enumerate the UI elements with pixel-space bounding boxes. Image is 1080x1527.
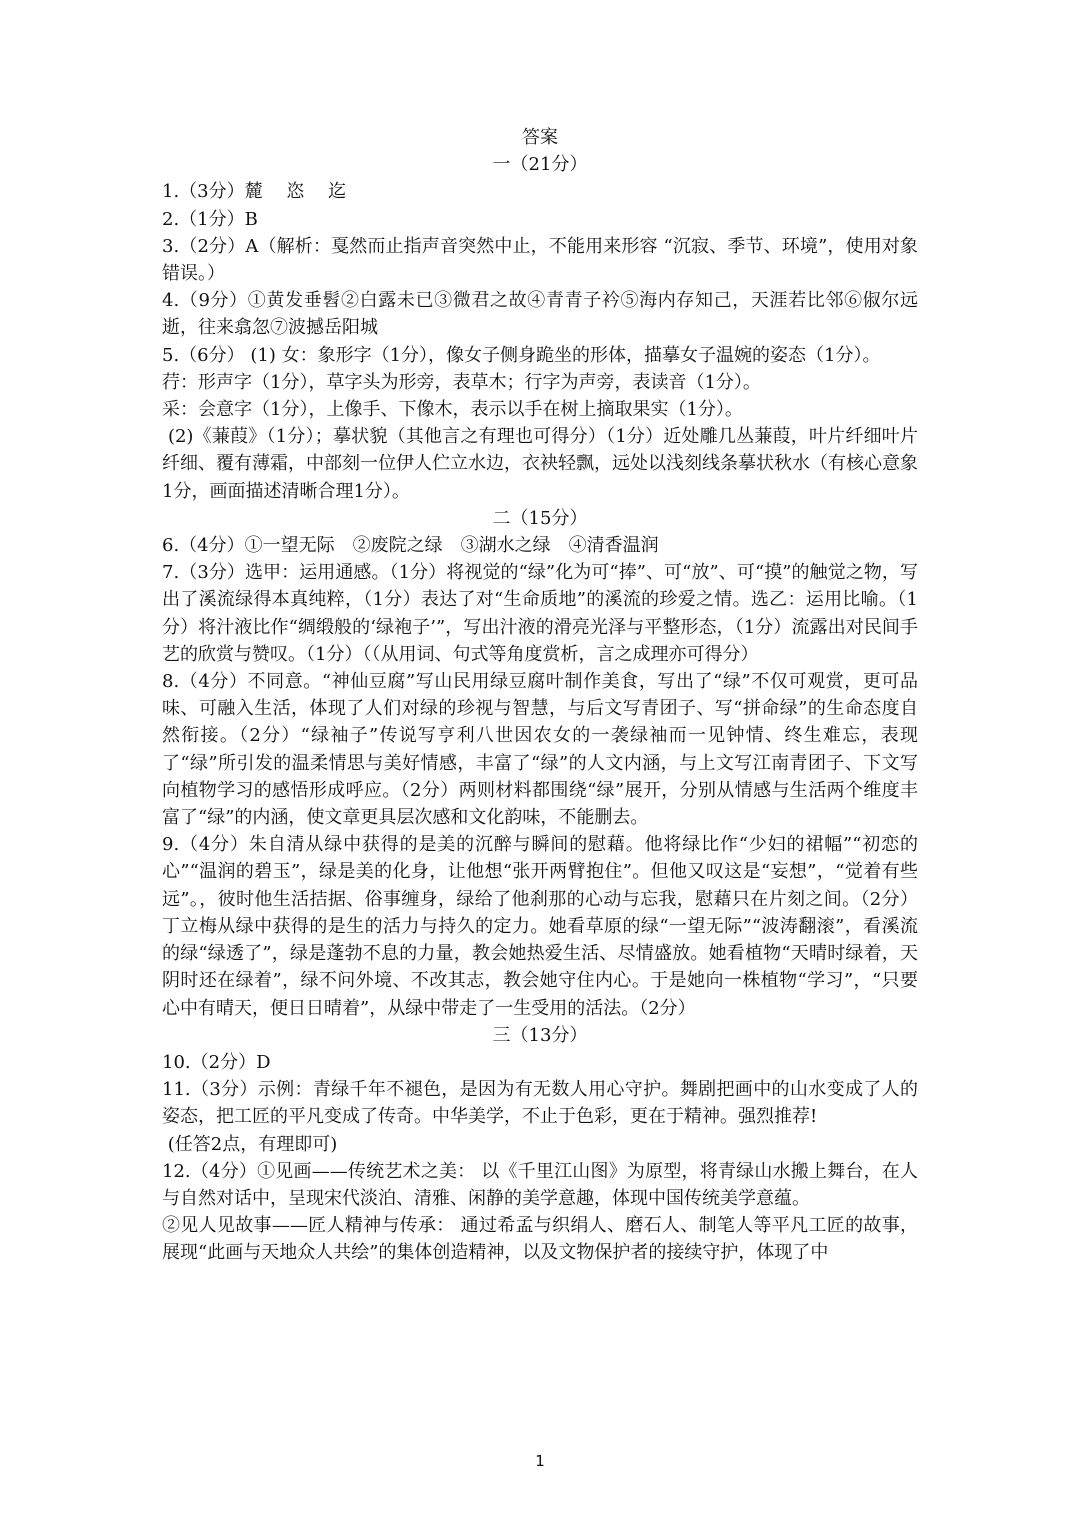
answer-11: 11.（3分）示例：青绿千年不褪色，是因为有无数人用心守护。舞剧把画中的山水变成了人的姿态，把工匠的平凡变成了传奇。中华美学，不止于色彩，更在于精神。强烈推荐! [162, 1079, 918, 1128]
answer-5-part1-cai: 采：会意字（1分），上像手、下像木，表示以手在树上摘取果实（1分）。 [162, 399, 743, 421]
answer-9: 9.（4分）朱自清从绿中获得的是美的沉醉与瞬间的慰藉。他将绿比作“少妇的裙幅”“初恋的心”“温润的碧玉”，绿是美的化身，让他想“张开两臂抱住”。但他又叹这是“妄想”，“觉着有些远”。，彼时他生活拮据、俗事缠身，绿给了他刹那的心动与忘我，慰藉只在片刻之间。（2分）丁立梅从绿中获得的是生的活力与持久的定力。她看草原的绿“一望无际”“波涛翻滚”，看溪流的绿“绿透了”，绿是蓬勃不息的力量，教会她热爱生活、尽情盛放。她看植物“天晴时绿着，天阴时还在绿着”，绿不问外境、不改其志，教会她守住内心。于是她向一株植物“学习”，“只要心中有晴天，便日日晴着”，从绿中带走了一生受用的活法。（2分） [162, 834, 918, 1019]
answer-12-part2: ②见人见故事——匠人精神与传承： 通过希孟与织绢人、磨石人、制笔人等平凡工匠的故事，展现“此画与天地众人共绘”的集体创造精神，以及文物保护者的接续守护，体现了中 [162, 1215, 918, 1264]
answer-7: 7.（3分）选甲：运用通感。（1分）将视觉的“绿”化为可“捧”、可“放”、可“摸”的触觉之物，写出了溪流绿得本真纯粹，（1分）表达了对“生命质地”的溪流的珍爱之情。选乙：运用比喻。（1分）将汁液比作“绸缎般的‘绿袍子’”，写出汁液的滑亮光泽与平整形态，（1分）流露出对民间手艺的欣赏与赞叹。（1分）（（从用词、句式等角度赏析，言之成理亦可得分） [162, 562, 918, 665]
answer-6: 6.（4分）①一望无际 ②废院之绿 ③湖水之绿 ④清香温润 [162, 535, 659, 557]
answer-document [162, 124, 918, 1267]
answer-4: 4.（9分）①黄发垂髫②白露未已③微君之故④青青子衿⑤海内存知己，天涯若比邻⑥俶尔远逝，往来翕忽⑦波撼岳阳城 [162, 290, 918, 339]
answer-5-part1-xing: 荇：形声字（1分），草字头为形旁，表草木；行字为声旁，表读音（1分）。 [162, 371, 761, 393]
section-heading-3: 三（13分） [492, 1024, 588, 1046]
section-heading-2: 二（15分） [492, 507, 588, 529]
answer-5-part1-nv: 5.（6分） (1) 女：象形字（1分），像女子侧身跪坐的形体，描摹女子温婉的姿态（1分）。 [162, 344, 881, 366]
answer-3: 3.（2分）A（解析：戛然而止指声音突然中止，不能用来形容 “沉寂、季节、环境”，使用对象错误。） [162, 235, 918, 285]
answer-11-note: (任答2点，有理即可) [162, 1133, 338, 1155]
answer-5-part2: (2)《蒹葭》（1分）；摹状貌（其他言之有理也可得分）（1分）近处雕几丛蒹葭，叶片纤细叶片纤细、覆有薄霜，中部刻一位伊人伫立水边，衣袂轻飘，远处以浅刻线条摹状秋水（有核心意象1分，画面描述清晰合理1分）。 [162, 426, 918, 502]
section-heading-1: 一（21分） [492, 154, 588, 176]
answer-2: 2.（1分）B [162, 208, 258, 230]
answer-12-part1: 12.（4分）①见画——传统艺术之美： 以《千里江山图》为原型，将青绿山水搬上舞台，在人与自然对话中，呈现宋代淡泊、清雅、闲静的美学意趣，体现中国传统美学意蕴。 [162, 1160, 918, 1209]
answer-8: 8.（4分）不同意。“神仙豆腐”写山民用绿豆腐叶制作美食，写出了“绿”不仅可观赏，更可品味、可融入生活，体现了人们对绿的珍视与智慧，与后文写青团子、写“拼命绿”的生命态度自然衔接。（2分）“绿袖子”传说写亨利八世因农女的一袭绿袖而一见钟情、终生难忘，表现了“绿”所引发的温柔情思与美好情感，丰富了“绿”的人文内涵，与上文写江南青团子、下文写向植物学习的感悟形成呼应。（2分）两则材料都围绕“绿”展开，分别从情感与生活两个维度丰富了“绿”的内涵，使文章更具层次感和文化韵味，不能删去。 [162, 671, 918, 829]
answer-10: 10.（2分）D [162, 1051, 271, 1073]
answer-1: 1.（3分）麓 恣 迄 [162, 181, 347, 203]
page-title: 答案 [522, 127, 558, 148]
page-number: 1 [535, 1452, 545, 1470]
